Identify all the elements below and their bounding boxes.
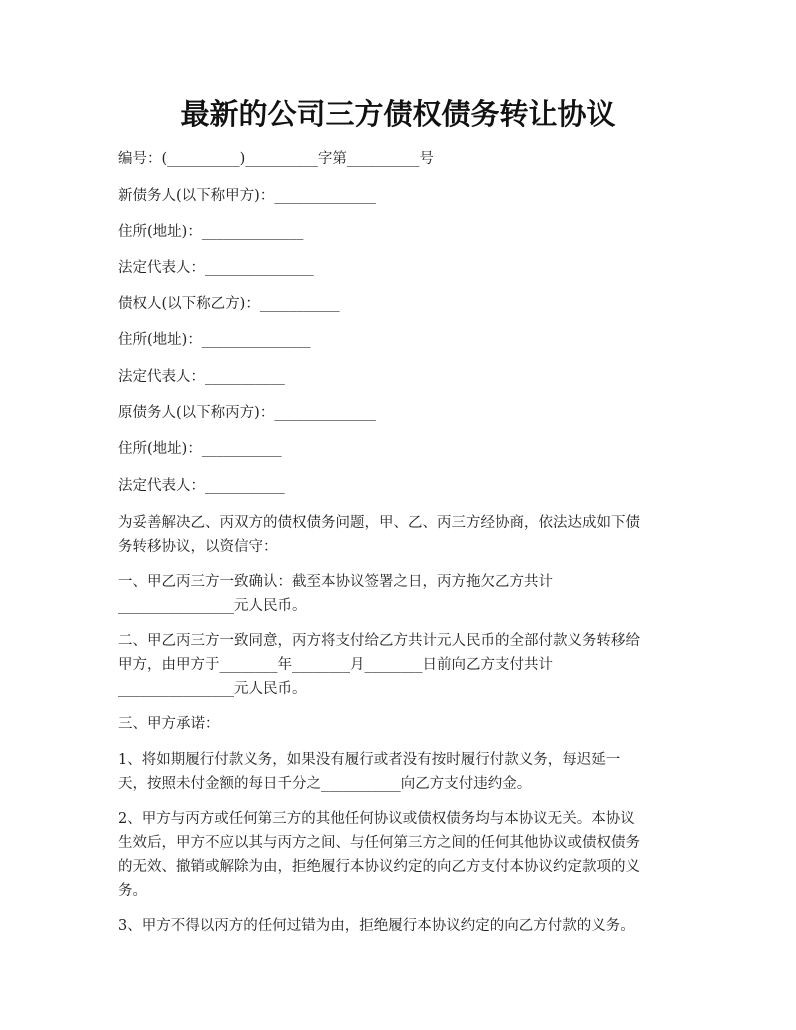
paragraph-line: 三、甲方承诺： <box>118 716 220 732</box>
paragraph-line: 为妥善解决乙、丙双方的债权债务问题，甲、乙、丙三方经协商，依法达成如下债 <box>118 515 640 531</box>
clause-two-paragraph <box>118 629 686 701</box>
paragraph-line: 务。 <box>118 883 147 899</box>
original-debtor-line: 原债务人(以下称丙方)：______________ <box>118 405 376 421</box>
paragraph-line: 3、甲方不得以丙方的任何过错为由，拒绝履行本协议约定的向乙方付款的义务。 <box>118 918 635 934</box>
creditor-line: 债权人(以下称乙方)：___________ <box>118 296 340 312</box>
new-debtor-representative-line: 法定代表人：_______________ <box>118 260 314 276</box>
preamble-paragraph <box>118 511 686 559</box>
paragraph-line: 2、甲方与丙方或任何第三方的其他任何协议或债权债务均与本协议无关。本协议 <box>118 811 635 827</box>
commitment-one-paragraph <box>118 748 686 796</box>
paragraph-line: 1、将如期履行付款义务，如果没有履行或者没有按时履行付款义务，每迟延一 <box>118 752 621 768</box>
paragraph-line: 务转移协议，以资信守： <box>118 539 278 555</box>
paragraph-line: ________________元人民币。 <box>118 598 307 614</box>
paragraph-line: 天，按照未付金额的每日千分之___________向乙方支付违约金。 <box>118 776 532 792</box>
new-debtor-address-line: 住所(地址)：______________ <box>118 224 304 240</box>
paragraph-line: 生效后，甲方不应以其与丙方之间、与任何第三方之间的任何其他协议或债权债务 <box>118 835 640 851</box>
clause-one-paragraph <box>118 570 686 618</box>
creditor-representative-line: 法定代表人：___________ <box>118 369 285 385</box>
paragraph-line: 二、甲乙丙三方一致同意，丙方将支付给乙方共计元人民币的全部付款义务转移给 <box>118 633 640 649</box>
paragraph-line: 的无效、撤销或解除为由，拒绝履行本协议约定的向乙方支付本协议约定款项的义 <box>118 859 640 875</box>
clause-three-heading <box>118 712 686 736</box>
new-debtor-line: 新债务人(以下称甲方)：______________ <box>118 188 376 204</box>
paragraph-line: 甲方，由甲方于________年________月________日前向乙方支付共计 <box>118 657 553 673</box>
original-debtor-representative-line: 法定代表人：___________ <box>118 478 285 494</box>
commitment-two-paragraph <box>118 807 686 903</box>
contract-number-line: 编号：(__________)__________字第__________号 <box>118 151 434 167</box>
document-title: 最新的公司三方债权债务转让协议 <box>180 97 616 131</box>
creditor-address-line: 住所(地址)：_______________ <box>118 332 311 348</box>
paragraph-line: ________________元人民币。 <box>118 681 307 697</box>
original-debtor-address-line: 住所(地址)：___________ <box>118 441 282 457</box>
paragraph-line: 一、甲乙丙三方一致确认：截至本协议签署之日，丙方拖欠乙方共计 <box>118 574 553 590</box>
commitment-three-paragraph <box>118 914 686 938</box>
